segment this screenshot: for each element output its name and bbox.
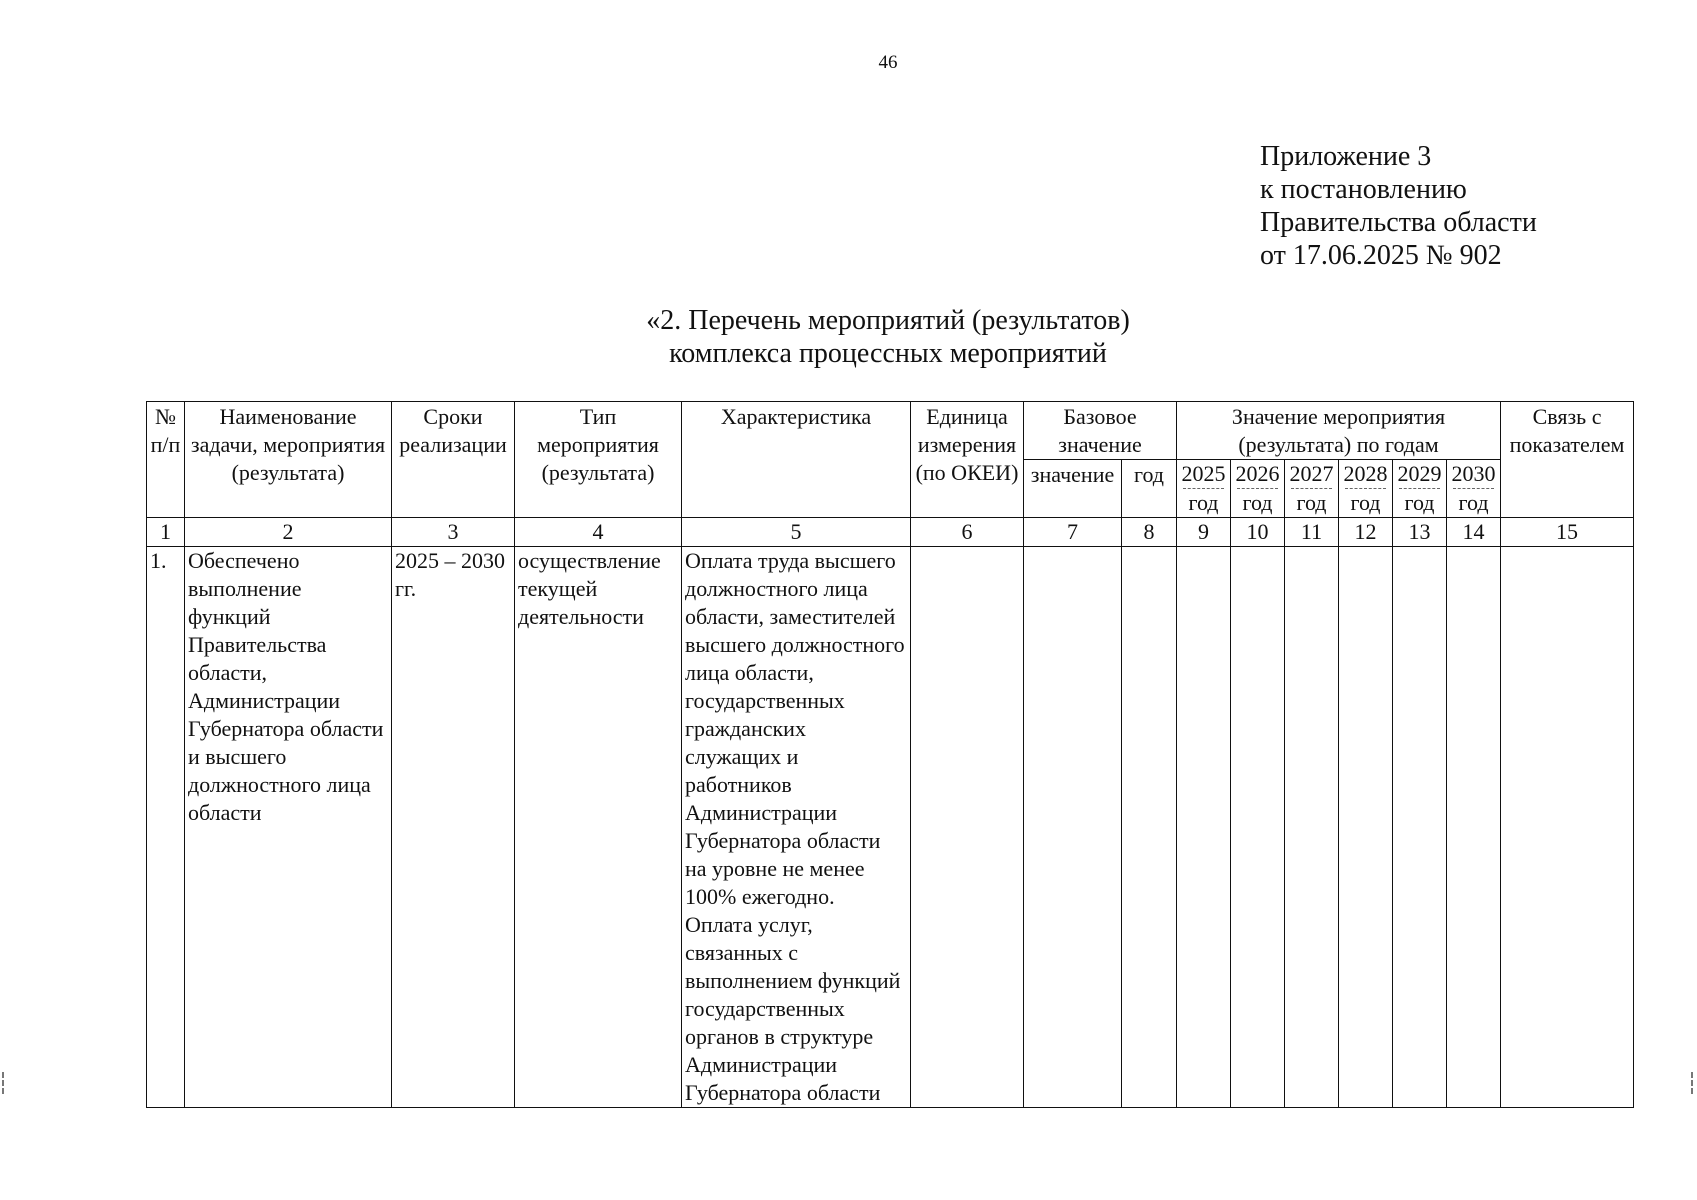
appendix-block [1260,140,1537,272]
appendix-line: от 17.06.2025 № 902 [1260,240,1502,271]
header-name: Наименование задачи, мероприятия (результата) [185,402,392,518]
year-word: год [1399,488,1440,517]
title-line-1: «2. Перечень мероприятий (результатов) [646,305,1130,336]
column-number: 13 [1393,518,1447,547]
column-number: 4 [515,518,682,547]
scan-margin-mark [2,1072,10,1094]
header-year-2030 [1447,460,1501,518]
cell-type: осуществление текущей деятельности [515,547,682,1108]
column-number: 8 [1122,518,1177,547]
cell-name: Обеспечено выполнение функций Правительства области, Администрации Губернатора области и высшего должностного лица области [185,547,392,1108]
year-number: 2025 [1181,461,1226,486]
measures-table [146,401,1634,1108]
year-word: год [1453,488,1494,517]
column-number: 9 [1177,518,1231,547]
year-word: год [1291,488,1332,517]
cell-year-2030 [1447,547,1501,1108]
header-year-2026 [1231,460,1285,518]
year-word: год [1237,488,1278,517]
header-terms: Сроки реализации [392,402,515,518]
year-number: 2027 [1289,461,1334,486]
column-number: 7 [1024,518,1122,547]
year-number: 2026 [1235,461,1280,486]
appendix-line: Приложение 3 [1260,141,1432,172]
header-characteristic: Характеристика [682,402,911,518]
column-number-row [147,518,1634,547]
characteristic-paragraph-2: Оплата услуг, связанных с выполнением функций государственных органов в структуре Администрации Губернатора области [685,912,901,1105]
header-link: Связь с показателем [1501,402,1634,518]
year-number: 2029 [1397,461,1442,486]
header-values-by-year: Значение мероприятия (результата) по годам [1177,402,1501,460]
header-base-year: год [1122,460,1177,518]
cell-year-2029 [1393,547,1447,1108]
document-title [0,304,1697,370]
cell-year-2027 [1285,547,1339,1108]
column-number: 11 [1285,518,1339,547]
table-row [147,547,1634,1108]
header-type: Тип мероприятия (результата) [515,402,682,518]
header-num: № п/п [147,402,185,518]
column-number: 2 [185,518,392,547]
column-number: 15 [1501,518,1634,547]
column-number: 5 [682,518,911,547]
header-year-2027 [1285,460,1339,518]
cell-year-2025 [1177,547,1231,1108]
year-number: 2028 [1343,461,1388,486]
column-number: 12 [1339,518,1393,547]
appendix-line: Правительства области [1260,207,1537,238]
header-base: Базовое значение [1024,402,1177,460]
cell-year-2026 [1231,547,1285,1108]
cell-link [1501,547,1634,1108]
cell-num: 1. [147,547,185,1108]
cell-year-2028 [1339,547,1393,1108]
year-word: год [1183,488,1224,517]
characteristic-paragraph-1: Оплата труда высшего должностного лица области, заместителей высшего должностного лица области, государственных гражданских служащих и работников Администрации Губернатора области на уровне не менее 100% ежегодно. [685,548,905,909]
cell-terms: 2025 – 2030 гг. [392,547,515,1108]
column-number: 3 [392,518,515,547]
cell-base-value [1024,547,1122,1108]
header-unit: Единица измерения (по ОКЕИ) [911,402,1024,518]
column-number: 6 [911,518,1024,547]
appendix-line: к постановлению [1260,174,1467,205]
cell-unit [911,547,1024,1108]
header-year-2028 [1339,460,1393,518]
title-line-2: комплекса процессных мероприятий [669,338,1107,369]
page-number: 46 [878,52,898,73]
scan-margin-mark [1691,1072,1697,1094]
column-number: 14 [1447,518,1501,547]
header-year-2025 [1177,460,1231,518]
year-word: год [1345,488,1386,517]
header-base-value: значение [1024,460,1122,518]
column-number: 10 [1231,518,1285,547]
year-number: 2030 [1451,461,1496,486]
header-year-2029 [1393,460,1447,518]
column-number: 1 [147,518,185,547]
cell-base-year [1122,547,1177,1108]
cell-characteristic [682,547,911,1108]
